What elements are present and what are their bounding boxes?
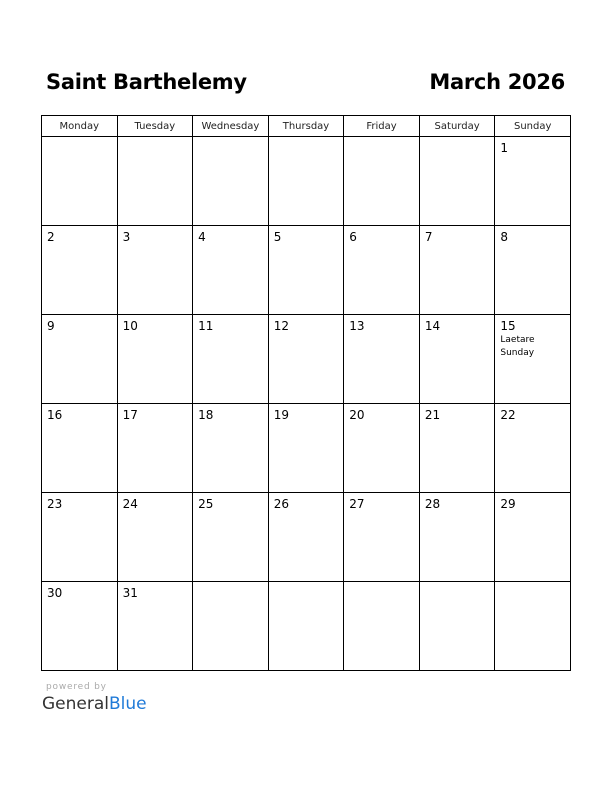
day-number: 20 bbox=[349, 408, 365, 422]
day-number: 9 bbox=[47, 319, 55, 333]
day-cell bbox=[117, 226, 193, 315]
day-number: 30 bbox=[47, 586, 63, 600]
weekday-header: Thursday bbox=[268, 116, 344, 137]
week-row bbox=[42, 582, 571, 671]
weekday-header: Friday bbox=[344, 116, 420, 137]
day-number: 19 bbox=[273, 408, 289, 422]
day-cell bbox=[419, 315, 495, 404]
day-number: 24 bbox=[122, 497, 138, 511]
day-cell bbox=[419, 493, 495, 582]
day-cell bbox=[193, 493, 269, 582]
day-cell bbox=[117, 493, 193, 582]
day-cell bbox=[268, 315, 344, 404]
day-number: 21 bbox=[424, 408, 441, 422]
brand-blue-text: Blue bbox=[109, 694, 147, 714]
empty-day-cell bbox=[193, 137, 269, 226]
region-title: Saint Barthelemy bbox=[46, 70, 247, 94]
day-cell bbox=[344, 226, 420, 315]
day-cell bbox=[193, 315, 269, 404]
day-number: 5 bbox=[273, 230, 282, 244]
empty-day-cell bbox=[193, 582, 269, 671]
day-cell bbox=[42, 315, 118, 404]
day-number: 28 bbox=[424, 497, 441, 511]
day-number: 8 bbox=[500, 230, 509, 244]
week-row bbox=[42, 404, 571, 493]
empty-day-cell bbox=[419, 582, 495, 671]
week-row bbox=[42, 137, 571, 226]
brand-logo[interactable] bbox=[42, 694, 147, 714]
day-number: 15 bbox=[500, 319, 516, 333]
weekday-header: Wednesday bbox=[193, 116, 269, 137]
day-number: 10 bbox=[122, 319, 138, 333]
day-number: 18 bbox=[198, 408, 214, 422]
day-cell bbox=[344, 493, 420, 582]
brand-general-text: General bbox=[42, 694, 109, 714]
day-cell bbox=[344, 315, 420, 404]
empty-day-cell bbox=[268, 137, 344, 226]
day-cell bbox=[42, 582, 118, 671]
empty-day-cell bbox=[268, 582, 344, 671]
day-cell bbox=[344, 404, 420, 493]
empty-day-cell bbox=[344, 582, 420, 671]
day-cell bbox=[419, 226, 495, 315]
day-number: 31 bbox=[122, 586, 138, 600]
day-number: 27 bbox=[349, 497, 365, 511]
day-number: 4 bbox=[198, 230, 206, 244]
day-cell bbox=[495, 226, 571, 315]
week-row bbox=[42, 226, 571, 315]
day-number: 16 bbox=[47, 408, 63, 422]
weekday-header: Saturday bbox=[419, 116, 495, 137]
week-row bbox=[42, 315, 571, 404]
day-number: 29 bbox=[500, 497, 516, 511]
day-number: 25 bbox=[198, 497, 214, 511]
day-number: 3 bbox=[122, 230, 131, 244]
day-number: 7 bbox=[424, 230, 433, 244]
day-number: 22 bbox=[500, 408, 516, 422]
day-cell bbox=[268, 493, 344, 582]
day-cell bbox=[117, 404, 193, 493]
day-cell bbox=[495, 404, 571, 493]
day-cell bbox=[193, 404, 269, 493]
empty-day-cell bbox=[42, 137, 118, 226]
day-cell bbox=[42, 404, 118, 493]
day-number: 13 bbox=[349, 319, 365, 333]
empty-day-cell bbox=[117, 137, 193, 226]
day-number: 2 bbox=[47, 230, 55, 244]
powered-by-label: powered by bbox=[46, 682, 107, 692]
month-title: March 2026 bbox=[429, 70, 565, 94]
day-number: 23 bbox=[47, 497, 63, 511]
week-row bbox=[42, 493, 571, 582]
empty-day-cell bbox=[419, 137, 495, 226]
day-cell bbox=[419, 404, 495, 493]
day-number: 17 bbox=[122, 408, 138, 422]
day-cell bbox=[495, 493, 571, 582]
weekday-header-row bbox=[42, 116, 571, 137]
empty-day-cell bbox=[495, 582, 571, 671]
day-cell bbox=[268, 226, 344, 315]
day-cell bbox=[193, 226, 269, 315]
day-number: 11 bbox=[198, 319, 214, 333]
day-cell bbox=[268, 404, 344, 493]
day-number: 14 bbox=[424, 319, 441, 333]
empty-day-cell bbox=[344, 137, 420, 226]
weekday-header: Monday bbox=[42, 116, 118, 137]
day-cell bbox=[117, 582, 193, 671]
day-cell bbox=[42, 226, 118, 315]
day-cell bbox=[42, 493, 118, 582]
day-cell bbox=[117, 315, 193, 404]
day-number: 6 bbox=[349, 230, 357, 244]
day-cell bbox=[495, 137, 571, 226]
holiday-label: Laetare Sunday bbox=[500, 335, 535, 358]
weekday-header: Tuesday bbox=[117, 116, 193, 137]
calendar-grid bbox=[41, 115, 571, 671]
day-number: 1 bbox=[500, 141, 509, 155]
day-number: 26 bbox=[273, 497, 289, 511]
day-cell bbox=[495, 315, 571, 404]
weekday-header: Sunday bbox=[495, 116, 571, 137]
day-number: 12 bbox=[273, 319, 289, 333]
